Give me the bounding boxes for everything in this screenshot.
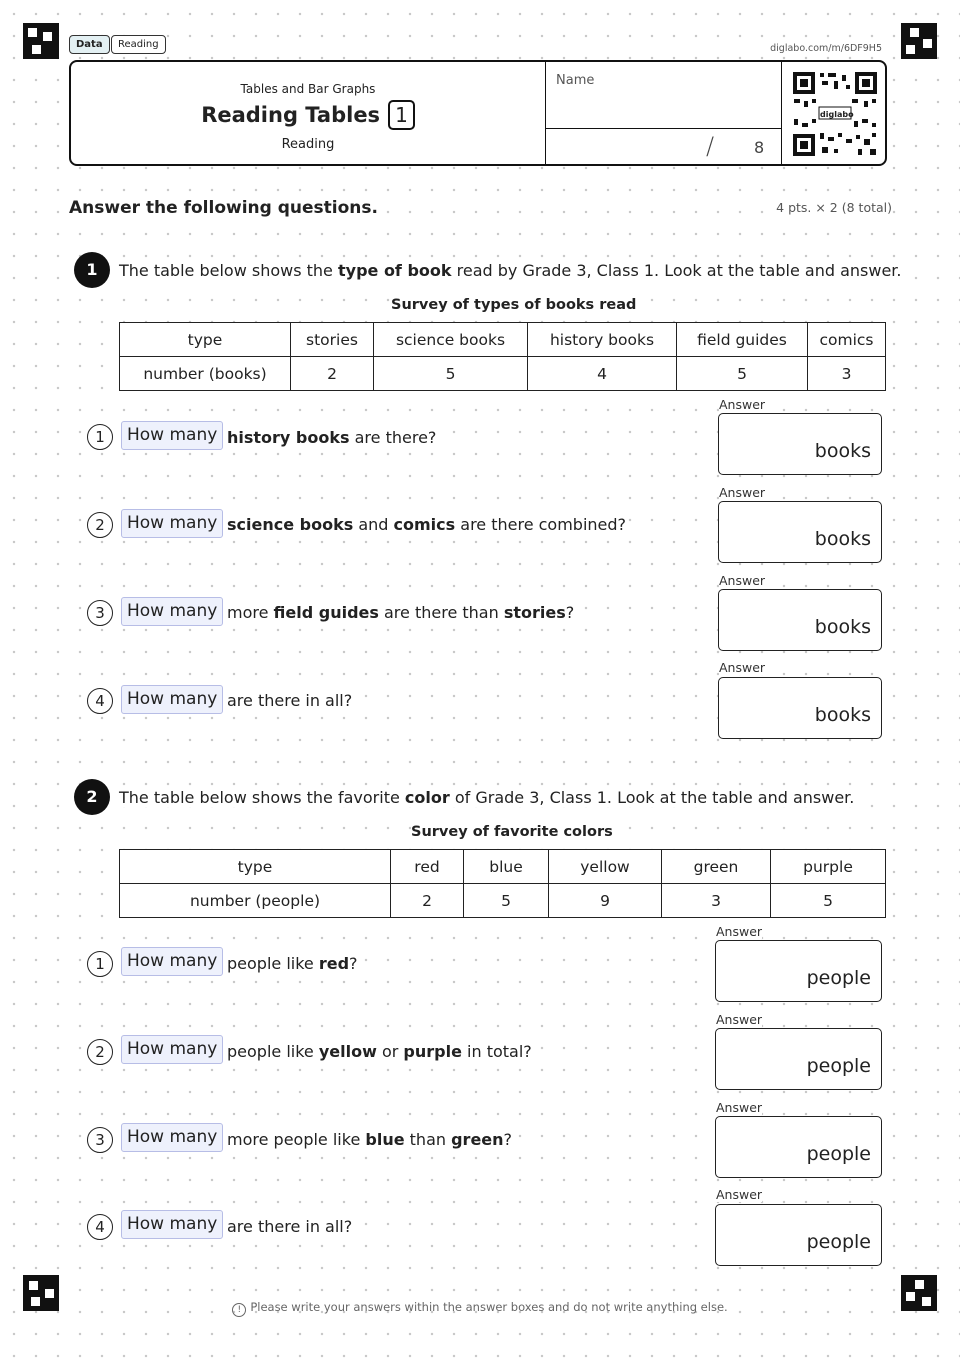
table-cell: type [120, 323, 291, 357]
answer-label: Answer [719, 485, 766, 500]
question-text [227, 428, 436, 447]
answer-box[interactable] [715, 1204, 882, 1266]
table-value-row [120, 884, 886, 918]
question-text-part: more people like [227, 1130, 366, 1149]
table-cell: number (books) [120, 357, 291, 391]
question-number: 4 [87, 688, 113, 714]
name-label: Name [556, 73, 595, 88]
question-number: 1 [87, 424, 113, 450]
table-cell: red [391, 850, 464, 884]
answer-box[interactable] [718, 677, 882, 739]
table-cell: 9 [549, 884, 662, 918]
question-number: 3 [87, 600, 113, 626]
name-field[interactable] [545, 62, 782, 129]
answer-label: Answer [719, 573, 766, 588]
how-many-highlight: How many [121, 597, 223, 626]
qr-code-area [781, 62, 886, 164]
answer-box[interactable] [715, 940, 882, 1002]
question-keyword: green [451, 1130, 504, 1149]
tag-data: Data [69, 35, 110, 54]
score-field[interactable] [545, 129, 782, 164]
question-text-part: are there in all? [227, 1217, 353, 1236]
title-block [71, 62, 545, 164]
answer-box[interactable] [718, 413, 882, 475]
table-cell: field guides [677, 323, 808, 357]
intro-text: The table below shows the [119, 261, 338, 280]
section-intro [119, 788, 854, 807]
how-many-highlight: How many [121, 509, 223, 538]
table-cell: 2 [291, 357, 374, 391]
question-text-part: people like [227, 954, 319, 973]
survey-table [119, 849, 886, 918]
answer-unit: people [806, 1055, 871, 1077]
how-many-highlight: How many [121, 1123, 223, 1152]
question-text [227, 603, 574, 622]
answer-unit: people [806, 1231, 871, 1253]
question-number: 4 [87, 1214, 113, 1240]
question-keyword: field guides [273, 603, 379, 622]
table-cell: science books [374, 323, 528, 357]
answer-label: Answer [716, 1012, 763, 1027]
section-number: 2 [74, 779, 110, 815]
question-text [227, 515, 626, 534]
answer-label: Answer [716, 1100, 763, 1115]
question-number: 2 [87, 512, 113, 538]
footer-note [0, 1300, 960, 1317]
question-number: 3 [87, 1127, 113, 1153]
table-cell: 5 [374, 357, 528, 391]
table-cell: stories [291, 323, 374, 357]
answer-box[interactable] [718, 589, 882, 651]
question-text [227, 1217, 352, 1236]
question-text [227, 1130, 512, 1149]
table-cell: yellow [549, 850, 662, 884]
table-cell: 4 [528, 357, 677, 391]
answer-unit: books [814, 616, 871, 638]
table-cell: 5 [771, 884, 886, 918]
question-text-part: and [353, 515, 394, 534]
footer-text: Please write your answers within the answer boxes and do not write anything else. [250, 1300, 728, 1314]
answer-label: Answer [716, 1187, 763, 1202]
answer-box[interactable] [715, 1028, 882, 1090]
question-text-part: in total? [461, 1042, 532, 1061]
answer-label: Answer [716, 924, 763, 939]
question-keyword: yellow [318, 1042, 377, 1061]
table-cell: type [120, 850, 391, 884]
question-text-part: are there? [349, 428, 437, 447]
worksheet-number: 1 [388, 100, 415, 130]
how-many-highlight: How many [121, 685, 223, 714]
table-caption: Survey of types of books read [391, 297, 637, 313]
title-text: Reading Tables [201, 103, 381, 127]
question-text-part: are there in all? [227, 691, 353, 710]
registration-mark-top-right [901, 23, 937, 59]
table-cell: purple [771, 850, 886, 884]
question-keyword: red [318, 954, 350, 973]
intro-keyword: type of book [337, 261, 452, 280]
worksheet-kind: Reading [281, 137, 335, 152]
question-text-part: than [404, 1130, 452, 1149]
question-keyword: comics [393, 515, 456, 534]
table-cell: history books [528, 323, 677, 357]
info-icon: ! [232, 1303, 246, 1317]
score-total: 8 [754, 138, 765, 157]
answer-box[interactable] [715, 1116, 882, 1178]
question-text [227, 691, 352, 710]
points-info: 4 pts. × 2 (8 total) [776, 200, 892, 215]
intro-text: The table below shows the favorite [119, 788, 405, 807]
section-number: 1 [74, 252, 110, 288]
question-text-part: are there combined? [455, 515, 627, 534]
question-text-part: ? [503, 1130, 513, 1149]
table-caption: Survey of favorite colors [411, 824, 613, 840]
question-number: 2 [87, 1039, 113, 1065]
table-cell: 5 [464, 884, 549, 918]
question-text [227, 1042, 532, 1061]
question-text-part: people like [227, 1042, 319, 1061]
unit-subtitle: Tables and Bar Graphs [240, 82, 376, 96]
table-header-row [120, 850, 886, 884]
question-text [227, 954, 358, 973]
table-cell: green [662, 850, 771, 884]
question-text-part: ? [349, 954, 358, 973]
table-cell: number (people) [120, 884, 391, 918]
answer-box[interactable] [718, 501, 882, 563]
question-keyword: history books [227, 428, 350, 447]
table-cell: 3 [662, 884, 771, 918]
question-keyword: stories [503, 603, 566, 622]
question-text-part: more [227, 603, 274, 622]
how-many-highlight: How many [121, 1035, 223, 1064]
table-cell: 5 [677, 357, 808, 391]
intro-text: of Grade 3, Class 1. Look at the table and answer. [449, 788, 855, 807]
answer-label: Answer [719, 660, 766, 675]
answer-unit: books [814, 440, 871, 462]
how-many-highlight: How many [121, 1210, 223, 1239]
question-keyword: science books [227, 515, 354, 534]
table-header-row [120, 323, 886, 357]
answer-unit: people [806, 967, 871, 989]
question-text-part: or [376, 1042, 404, 1061]
table-value-row [120, 357, 886, 391]
question-text-part: are there than [378, 603, 504, 622]
qr-caption: diglabo [820, 110, 854, 119]
answer-unit: books [814, 528, 871, 550]
question-number: 1 [87, 951, 113, 977]
question-keyword: purple [403, 1042, 462, 1061]
how-many-highlight: How many [121, 947, 223, 976]
page-url: diglabo.com/m/6DF9H5 [770, 43, 882, 54]
instruction: Answer the following questions. [69, 198, 381, 218]
table-cell: 2 [391, 884, 464, 918]
table-cell: blue [464, 850, 549, 884]
registration-mark-top-left [23, 23, 59, 59]
page-title [71, 100, 545, 130]
question-keyword: blue [365, 1130, 405, 1149]
survey-table [119, 322, 886, 391]
answer-unit: books [814, 704, 871, 726]
score-slash: / [706, 132, 715, 160]
table-cell: 3 [808, 357, 886, 391]
intro-text: read by Grade 3, Class 1. Look at the table and answer. [451, 261, 902, 280]
question-text-part: ? [565, 603, 575, 622]
answer-label: Answer [719, 397, 766, 412]
how-many-highlight: How many [121, 421, 223, 450]
intro-keyword: color [404, 788, 450, 807]
table-cell: comics [808, 323, 886, 357]
tag-reading: Reading [111, 35, 166, 54]
section-intro [119, 261, 901, 280]
worksheet-header [69, 60, 887, 166]
answer-unit: people [806, 1143, 871, 1165]
